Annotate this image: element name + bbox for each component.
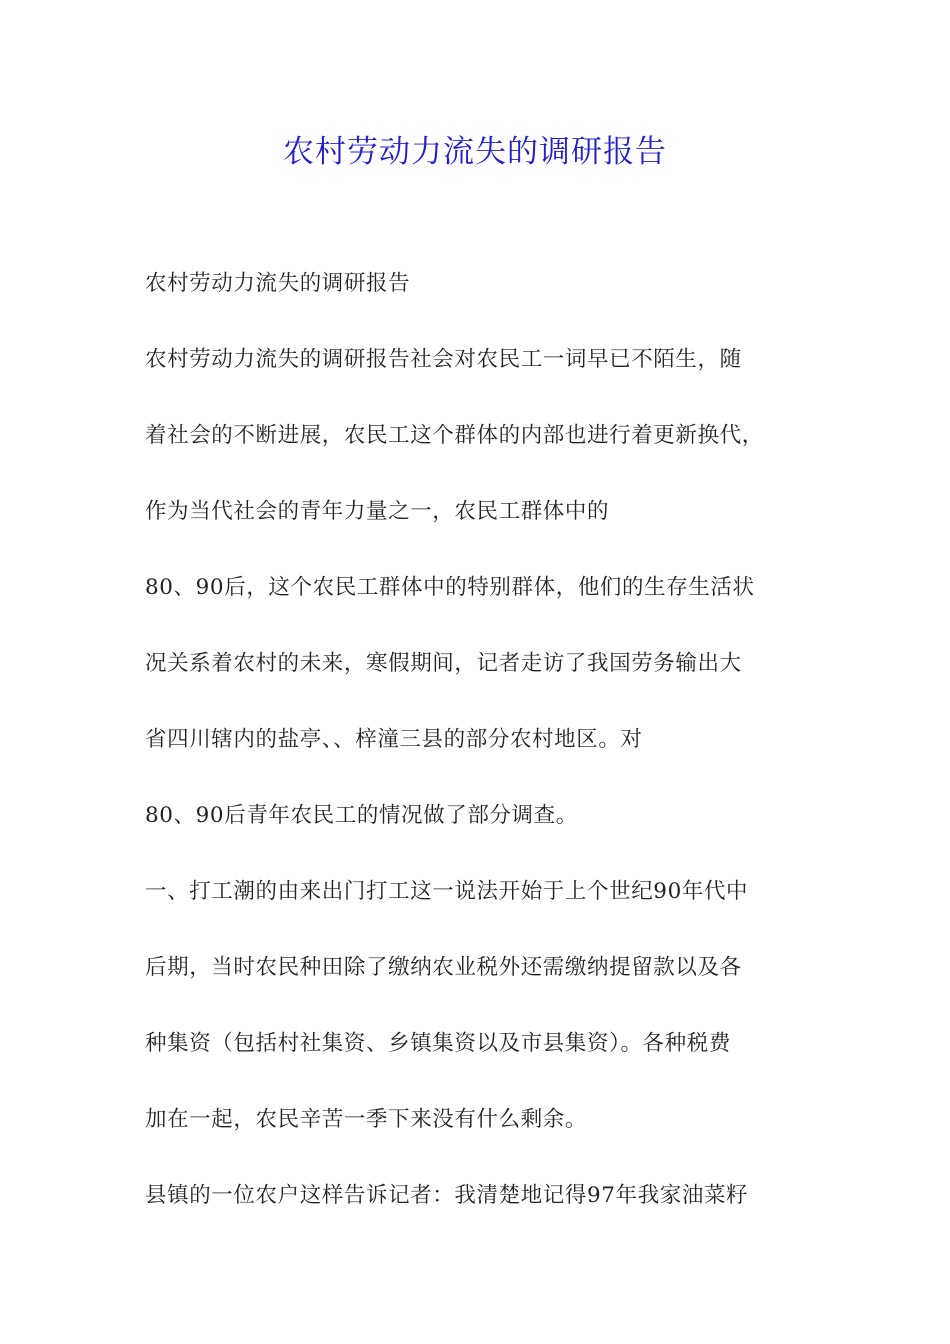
body-line: 一、打工潮的由来出门打工这一说法开始于上个世纪90年代中 xyxy=(145,879,749,904)
document-title: 农村劳动力流失的调研报告 xyxy=(283,134,667,170)
body-line: 作为当代社会的青年力量之一，农民工群体中的 xyxy=(145,499,610,524)
body-line: 80、90后，这个农民工群体中的特别群体，他们的生存生活状 xyxy=(145,575,755,600)
body-line: 农村劳动力流失的调研报告社会对农民工一词早已不陌生，随 xyxy=(145,347,742,372)
document-body xyxy=(145,262,825,1250)
body-line: 省四川辖内的盐亭、、梓潼三县的部分农村地区。对 xyxy=(145,727,643,752)
body-line: 况关系着农村的未来，寒假期间，记者走访了我国劳务输出大 xyxy=(145,651,742,676)
body-line: 着社会的不断进展，农民工这个群体的内部也进行着更新换代， xyxy=(145,423,764,448)
body-line: 后期，当时农民种田除了缴纳农业税外还需缴纳提留款以及各 xyxy=(145,955,742,980)
body-line: 种集资（包括村社集资、乡镇集资以及市县集资）。各种税费 xyxy=(145,1031,731,1056)
body-line: 农村劳动力流失的调研报告 xyxy=(145,271,411,296)
body-line: 县镇的一位农户这样告诉记者：我清楚地记得97年我家油菜籽 xyxy=(145,1183,749,1208)
body-line: 80、90后青年农民工的情况做了部分调查。 xyxy=(145,803,578,828)
body-line: 加在一起，农民辛苦一季下来没有什么剩余。 xyxy=(145,1107,588,1132)
